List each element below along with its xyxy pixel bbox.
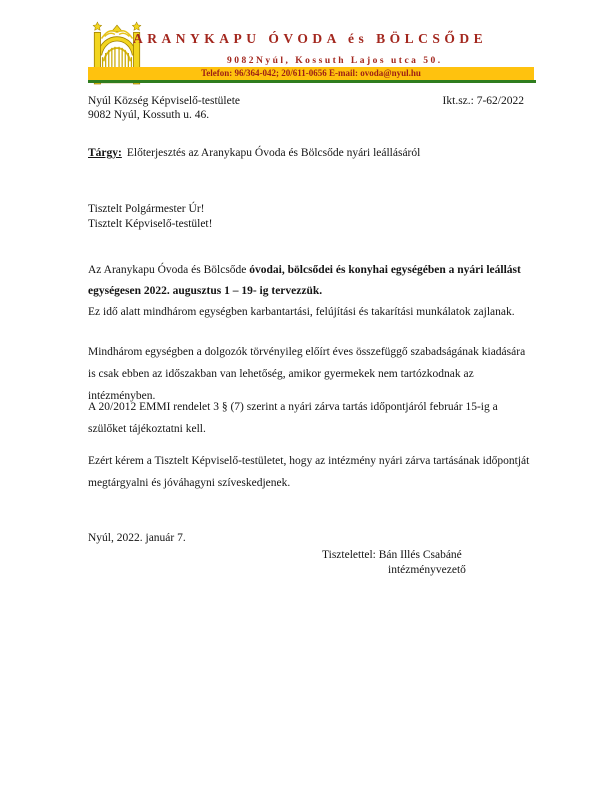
subject-label: Tárgy: xyxy=(88,147,122,159)
recipient-row xyxy=(88,94,524,108)
date-line: Nyúl, 2022. január 7. xyxy=(88,532,186,544)
recipient-address: 9082 Nyúl, Kossuth u. 46. xyxy=(88,109,210,121)
recipient-name: Nyúl Község Képviselő-testülete xyxy=(88,95,241,107)
header-rule xyxy=(88,80,536,83)
salutation-line: Tisztelt Polgármester Úr! xyxy=(88,203,205,215)
paragraph-request: Ezért kérem a Tisztelt Képviselő-testületet, hogy az intézmény nyári zárva tartásának időpontját megtárgyalni és jóváhagyni szíveskedjenek. xyxy=(88,455,530,489)
paragraph-text-bold: óvodai, bölcsődei és konyhai egységében a nyári leállást egységesen 2022. augusztus 1 – 19- ig tervezzük. xyxy=(88,264,521,297)
contact-band xyxy=(88,67,534,80)
paragraph-vacation: Mindhárom egységben a dolgozók törvényileg előírt éves összefüggő szabadságának kiadására is csak ebben az időszakban van lehetőség, amikor gyermekek nem tartózkodnak az intézményben. xyxy=(88,346,526,402)
signature-title: intézményvezető xyxy=(388,564,466,576)
reference-number: Ikt.sz.: 7-62/2022 xyxy=(442,95,524,107)
signature-name: Tisztelettel: Bán Illés Csabáné xyxy=(322,549,462,561)
subject-text: Előterjesztés az Aranykapu Óvoda és Bölcsőde nyári leállásáról xyxy=(126,147,421,159)
org-name: ARANYKAPU ÓVODA és BÖLCSŐDE xyxy=(133,31,488,46)
paragraph-regulation: A 20/2012 EMMI rendelet 3 § (7) szerint a nyári zárva tartás időpontjáról február 15-ig a szülőket tájékoztatni kell. xyxy=(88,401,498,435)
contact-info: Telefon: 96/364-042; 20/611-0656 E-mail: ovoda@nyul.hu xyxy=(201,68,421,78)
paragraph-text: Ez idő alatt mindhárom egységben karbantartási, felújítási és takarítási munkálatok zajlanak. xyxy=(88,306,515,318)
org-address: 9082Nyúl, Kossuth Lajos utca 50. xyxy=(227,56,443,66)
paragraph-plan xyxy=(88,260,532,323)
salutation-line: Tisztelt Képviselő-testület! xyxy=(88,217,213,230)
paragraph-text: Az Aranykapu Óvoda és Bölcsőde xyxy=(88,264,250,276)
subject-line xyxy=(88,147,530,159)
signature-block xyxy=(322,548,466,578)
salutation xyxy=(88,202,212,231)
